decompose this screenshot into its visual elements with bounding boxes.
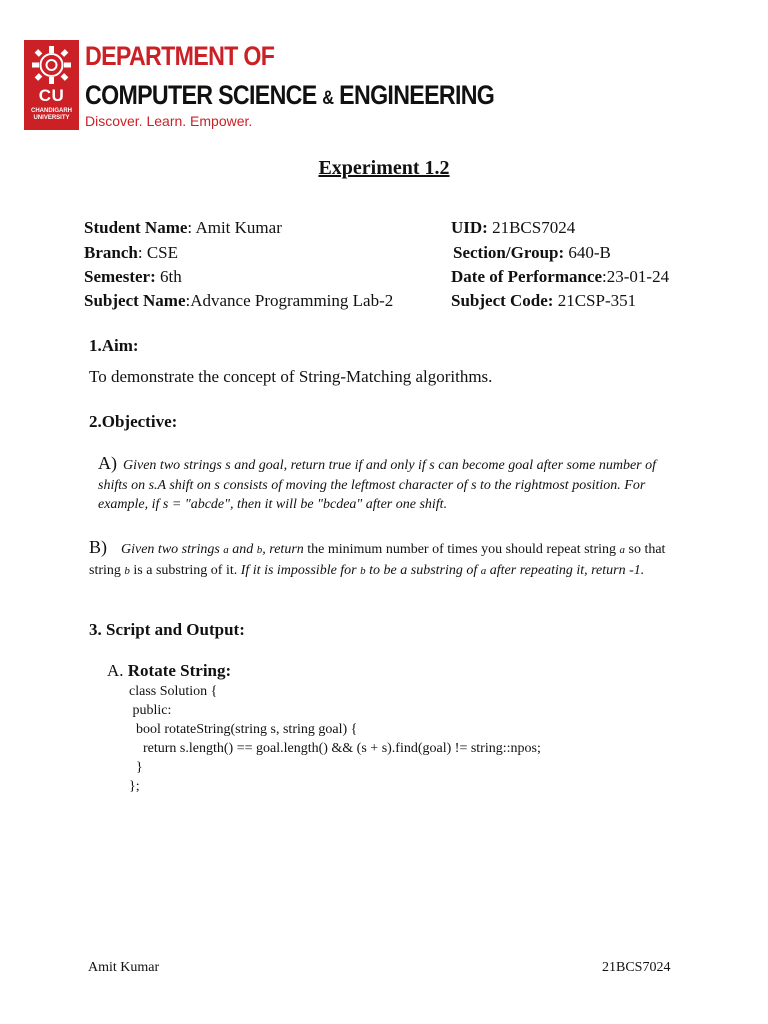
subject-code-label: Subject Code: xyxy=(451,291,554,310)
objective-b-var-b1: b xyxy=(256,544,263,556)
objective-b-var-a2: a xyxy=(619,544,625,556)
branch-row xyxy=(84,243,178,263)
aim-text: To demonstrate the concept of String-Matching algorithms. xyxy=(89,367,493,386)
dop-label: Date of Performance xyxy=(451,267,603,286)
rotate-string-title: Rotate String: xyxy=(127,661,232,680)
footer-uid: 21BCS7024 xyxy=(602,960,671,975)
objective-b-part1: Given two strings xyxy=(121,542,224,557)
date-of-performance-row xyxy=(451,267,669,287)
section-row xyxy=(453,243,611,263)
objective-b-var-a3: a xyxy=(480,564,487,577)
dept-line2-part1: COMPUTER SCIENCE xyxy=(85,80,323,110)
uid-label: UID: xyxy=(451,218,488,237)
subject-name-row xyxy=(84,291,393,311)
tagline: Discover. Learn. Empower. xyxy=(85,113,253,129)
dept-line2-ampersand: & xyxy=(322,88,334,109)
objective-b-part9: after repeating it, return -1. xyxy=(486,562,645,578)
aim-heading: 1.Aim: xyxy=(89,336,139,355)
objective-b-part8: to be a substring of xyxy=(365,562,481,578)
department-title-line1: DEPARTMENT OF xyxy=(85,41,275,71)
code-block: class Solution { public: bool rotateString(string s, string goal) { return s.length() == goal.length() && (s + s).find(goal) != string::npos; } }; xyxy=(129,684,541,794)
gear-emblem-icon xyxy=(30,44,73,86)
objective-b-part2: and xyxy=(228,542,257,557)
subject-name-label: Subject Name xyxy=(84,291,186,310)
branch-value: : CSE xyxy=(137,243,178,262)
objective-b xyxy=(89,538,681,581)
uid-value: 21BCS7024 xyxy=(487,218,576,237)
objective-heading: 2.Objective: xyxy=(89,412,178,431)
student-name-row xyxy=(84,218,282,238)
objective-b-part3: , return xyxy=(262,542,308,557)
objective-b-part4: the minimum number of times you should repeat string xyxy=(307,542,620,557)
objective-b-part5: so that string xyxy=(89,542,666,578)
student-name-label: Student Name xyxy=(84,218,188,237)
university-logo xyxy=(24,40,79,130)
objective-a-letter: A) xyxy=(98,453,117,473)
branch-label: Branch xyxy=(84,243,138,262)
section-value: 640-B xyxy=(564,243,611,262)
objective-b-letter: B) xyxy=(89,537,107,557)
script-heading: 3. Script and Output: xyxy=(89,620,245,639)
logo-cu-text: CU xyxy=(38,86,65,105)
logo-university-text: CHANDIGARH UNIVERSITY xyxy=(31,108,72,121)
objective-b-part7: If it is impossible for xyxy=(240,562,361,578)
objective-b-var-b2: b xyxy=(124,564,130,577)
objective-b-var-a1: a xyxy=(223,544,229,556)
subject-code-value: 21CSP-351 xyxy=(553,291,637,310)
objective-b-var-b3: b xyxy=(360,564,366,577)
dept-line2-part2: ENGINEERING xyxy=(333,80,495,110)
uid-row xyxy=(451,218,575,238)
section-label: Section/Group: xyxy=(453,243,565,262)
rotate-string-heading xyxy=(107,661,231,681)
rotate-string-letter: A. xyxy=(107,661,124,680)
semester-row xyxy=(84,267,182,287)
objective-b-part6: is a substring of it. xyxy=(129,562,241,578)
semester-value: 6th xyxy=(155,267,182,286)
subject-code-row xyxy=(451,291,636,311)
department-title-line2 xyxy=(85,80,494,111)
subject-name-value: :Advance Programming Lab-2 xyxy=(185,291,394,310)
semester-label: Semester: xyxy=(84,267,156,286)
experiment-title: Experiment 1.2 xyxy=(318,157,450,179)
footer-author: Amit Kumar xyxy=(88,960,160,975)
dop-value: :23-01-24 xyxy=(602,267,670,286)
objective-a-text: Given two strings s and goal, return true if and only if s can become goal after some number of shifts on s.A shift on s consists of moving the leftmost character of s to the rightmost position. For example, if s = "abcde", then it will be "bcdea" after one shift. xyxy=(98,458,656,512)
student-name-value: : Amit Kumar xyxy=(187,218,282,237)
objective-a xyxy=(98,454,688,515)
